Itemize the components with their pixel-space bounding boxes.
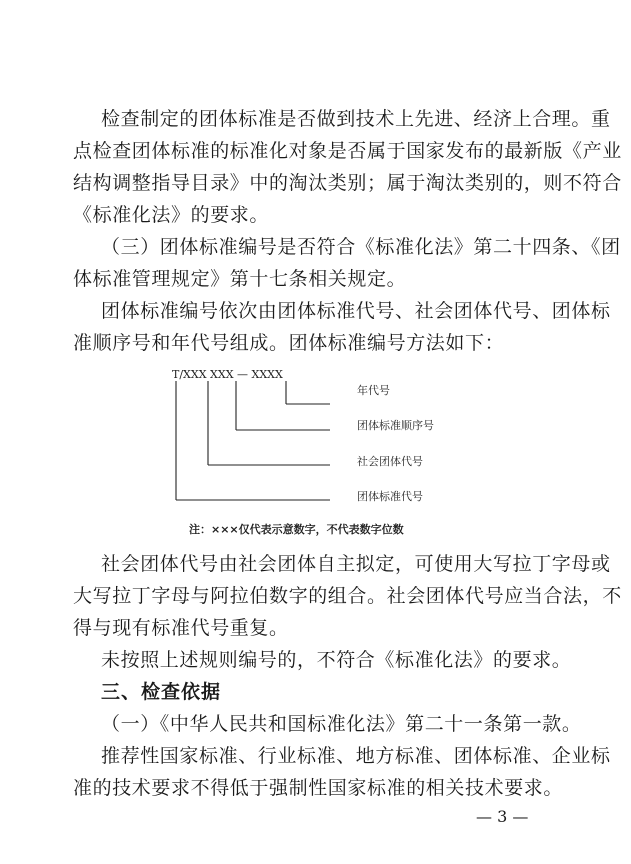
- diagram-label-standard-code: 团体标准代号: [357, 490, 423, 503]
- paragraph-line: 社会团体代号由社会团体自主拟定，可使用大写拉丁字母或: [101, 553, 611, 575]
- diagram-label-sequence: 团体标准顺序号: [357, 419, 434, 432]
- page-number: — 3 —: [476, 807, 529, 826]
- paragraph-line: 准顺序号和年代号组成。团体标准编号方法如下：: [73, 332, 505, 354]
- paragraph-line: 推荐性国家标准、行业标准、地方标准、团体标准、企业标: [101, 745, 611, 767]
- code-format-text: T/XXX XXX — XXXX: [172, 368, 283, 381]
- paragraph-line: 《标准化法》的要求。: [73, 204, 270, 226]
- paragraph-line: 未按照上述规则编号的，不符合《标准化法》的要求。: [101, 649, 572, 671]
- paragraph-line: （三）团体标准编号是否符合《标准化法》第二十四条、《团: [101, 236, 621, 258]
- paragraph-line: 得与现有标准代号重复。: [73, 617, 289, 639]
- paragraph-line: 团体标准编号依次由团体标准代号、社会团体代号、团体标: [101, 300, 611, 322]
- diagram-note: 注：×××仅代表示意数字，不代表数字位数: [189, 523, 404, 536]
- paragraph-line: 检查制定的团体标准是否做到技术上先进、经济上合理。重: [101, 108, 611, 130]
- paragraph-line: （一）《中华人民共和国标准化法》第二十一条第一款。: [101, 713, 582, 735]
- paragraph-line: 大写拉丁字母与阿拉伯数字的组合。社会团体代号应当合法，不: [73, 585, 622, 607]
- section-heading: 三、检查依据: [101, 681, 222, 703]
- paragraph-line: 结构调整指导目录》中的淘汰类别；属于淘汰类别的，则不符合: [73, 172, 622, 194]
- diagram-label-society-code: 社会团体代号: [357, 455, 423, 468]
- paragraph-line: 准的技术要求不得低于强制性国家标准的相关技术要求。: [73, 777, 564, 799]
- paragraph-line: 点检查团体标准的标准化对象是否属于国家发布的最新版《产业: [73, 140, 622, 162]
- paragraph-line: 体标准管理规定》第十七条相关规定。: [73, 268, 407, 290]
- diagram-brackets: [176, 381, 330, 500]
- diagram-label-year: 年代号: [357, 384, 390, 397]
